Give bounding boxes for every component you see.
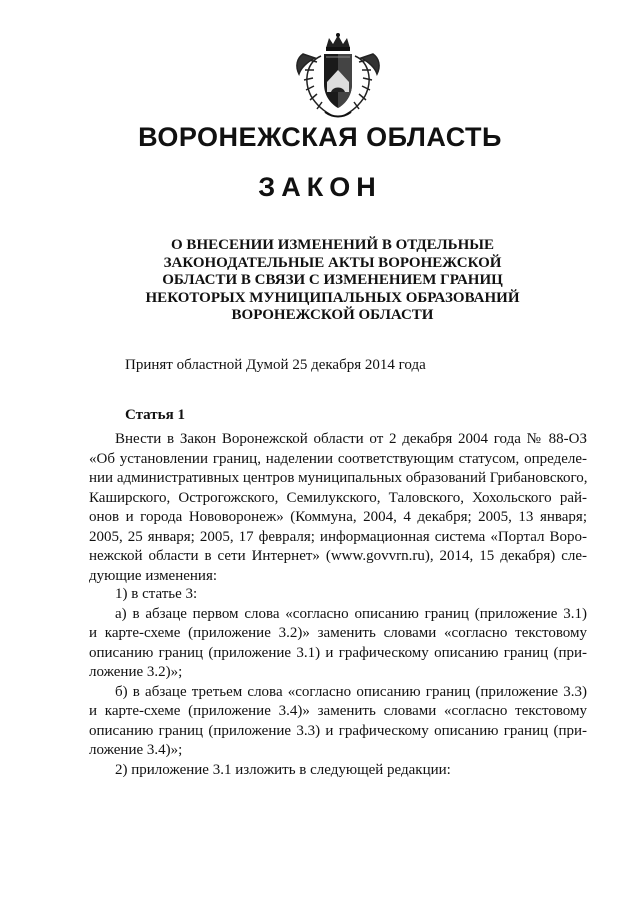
text-line: дующие изменения: (89, 567, 218, 584)
subject-line: О ВНЕСЕНИИ ИЗМЕНЕНИЙ В ОТДЕЛЬНЫЕ (171, 237, 494, 253)
text-line: нежской области в сети Интернет» (www.govvrn.ru), 2014, 15 декабря) сле- (89, 548, 587, 564)
text-line: нии административных центров муниципальных образований Грибановского, (89, 470, 588, 486)
change-item-1b-line: б) в абзаце третьем слова «согласно описанию границ (приложение 3.3) (115, 683, 587, 700)
adoption-statement: Принят областной Думой 25 декабря 2014 года (125, 357, 426, 373)
law-title: ЗАКОН (258, 172, 382, 202)
change-item-1a-line: а) в абзаце первом слова «согласно описанию границ (приложение 3.1) (115, 605, 587, 622)
subject-line: ВОРОНЕЖСКОЙ ОБЛАСТИ (231, 307, 434, 323)
change-item-2: 2) приложение 3.1 изложить в следующей редакции: (115, 761, 451, 778)
coat-of-arms-icon (293, 32, 383, 120)
change-item-1b-line: описанию границ (приложение 3.3) и графическому описанию границ (при- (89, 722, 587, 739)
crown-icon (326, 33, 350, 51)
shield-icon (324, 54, 352, 108)
article-changes-list (89, 585, 587, 780)
subject-line: ЗАКОНОДАТЕЛЬНЫЕ АКТЫ ВОРОНЕЖСКОЙ (163, 254, 502, 271)
change-item-1b-line: и карте-схеме (приложение 3.4)» заменить словами «согласно текстовому (89, 703, 587, 719)
text-line: 2005, 25 января; 2005, 17 февраля; информационная система «Портал Воро- (89, 528, 587, 545)
text-line: Внести в Закон Воронежской области от 2 декабря 2004 года № 88-ОЗ (115, 431, 587, 447)
text-line: Каширского, Острогожского, Семилукского, Таловского, Хохольского рай- (89, 489, 587, 506)
change-item-1: 1) в статье 3: (115, 586, 198, 602)
text-line: онов и города Нововоронеж» (Коммуна, 2004, 4 декабря; 2005, 13 января; (89, 509, 587, 525)
change-item-1a-line: ложение 3.2)»; (89, 664, 183, 680)
subject-line: НЕКОТОРЫХ МУНИЦИПАЛЬНЫХ ОБРАЗОВАНИЙ (145, 289, 520, 306)
change-item-1a-line: и карте-схеме (приложение 3.2)» заменить словами «согласно текстовому (89, 625, 587, 641)
article-heading: Статья 1 (125, 407, 185, 423)
text-line: «Об установлении границ, наделении соответствующим статусом, определе- (89, 450, 587, 467)
article-intro-paragraph (89, 430, 587, 586)
change-item-1a-line: описанию границ (приложение 3.1) и графическому описанию границ (при- (89, 644, 587, 661)
law-subject (110, 237, 555, 325)
change-item-1b-line: ложение 3.4)»; (89, 742, 183, 758)
subject-line: ОБЛАСТИ В СВЯЗИ С ИЗМЕНЕНИЕМ ГРАНИЦ (162, 272, 503, 288)
region-title: ВОРОНЕЖСКАЯ ОБЛАСТЬ (138, 122, 502, 152)
